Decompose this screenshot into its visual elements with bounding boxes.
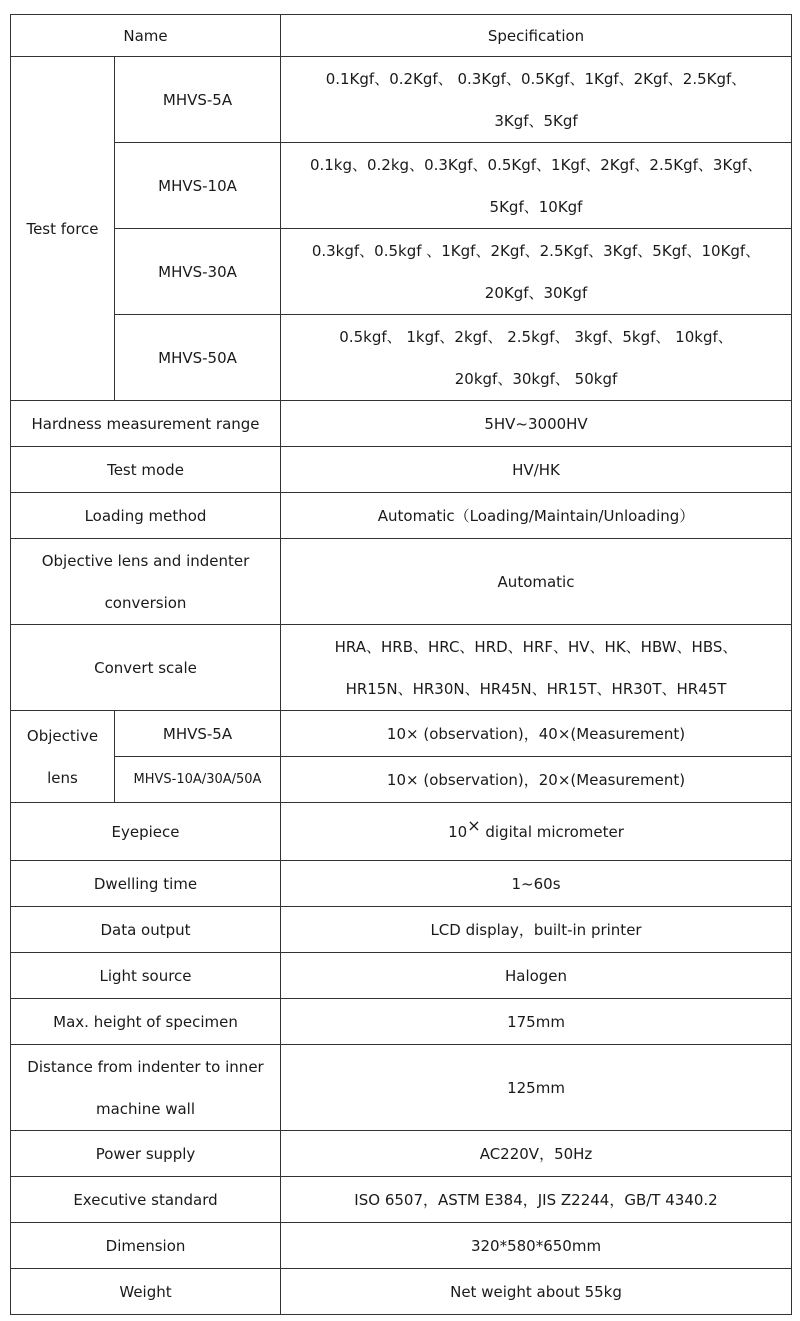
eyepiece-label: Eyepiece — [11, 803, 281, 861]
executive-standard-label: Executive standard — [11, 1177, 281, 1223]
table-row — [11, 907, 792, 953]
test-force-line: 20Kgf、30Kgf — [484, 283, 588, 302]
convert-scale-label: Convert scale — [11, 625, 281, 711]
table-row — [11, 1269, 792, 1315]
max-height-label: Max. height of specimen — [11, 999, 281, 1045]
table-row — [11, 999, 792, 1045]
objective-lens-line: Objective — [26, 726, 99, 745]
table-row — [11, 1045, 792, 1131]
test-mode-label: Test mode — [11, 447, 281, 493]
objective-conversion-value: Automatic — [281, 539, 792, 625]
test-force-label: Test force — [11, 57, 115, 401]
dwelling-time-label: Dwelling time — [11, 861, 281, 907]
test-force-line: 3Kgf、5Kgf — [494, 111, 578, 130]
table-row — [11, 57, 792, 143]
convert-scale-line: HRA、HRB、HRC、HRD、HRF、HV、HK、HBW、HBS、 — [334, 637, 738, 656]
test-force-values — [281, 143, 792, 229]
hardness-range-label: Hardness measurement range — [11, 401, 281, 447]
table-row — [11, 229, 792, 315]
table-row — [11, 625, 792, 711]
objective-lens-model: MHVS-5A — [115, 711, 281, 757]
data-output-value: LCD display，built-in printer — [281, 907, 792, 953]
table-row — [11, 539, 792, 625]
table-row — [11, 757, 792, 803]
table-row — [11, 1177, 792, 1223]
table-row — [11, 447, 792, 493]
objective-conversion-label — [11, 539, 281, 625]
objective-lens-label — [11, 711, 115, 803]
eyepiece-prefix: 10 — [448, 822, 468, 841]
distance-line: machine wall — [95, 1099, 196, 1118]
max-height-value: 175mm — [281, 999, 792, 1045]
test-force-model: MHVS-10A — [115, 143, 281, 229]
dwelling-time-value: 1~60s — [281, 861, 792, 907]
distance-label — [11, 1045, 281, 1131]
convert-scale-values — [281, 625, 792, 711]
eyepiece-sup: × — [467, 815, 481, 835]
table-row — [11, 493, 792, 539]
dimension-label: Dimension — [11, 1223, 281, 1269]
table-row — [11, 953, 792, 999]
table-row — [11, 803, 792, 861]
table-row — [11, 401, 792, 447]
eyepiece-suffix: digital micrometer — [480, 822, 624, 841]
specification-table — [10, 14, 792, 1315]
table-row — [11, 1131, 792, 1177]
objective-conversion-line: conversion — [104, 593, 187, 612]
objective-lens-model: MHVS-10A/30A/50A — [115, 757, 281, 803]
objective-conversion-line: Objective lens and indenter — [41, 551, 250, 570]
dimension-value: 320*580*650mm — [281, 1223, 792, 1269]
eyepiece-value — [281, 803, 792, 861]
header-specification: Specification — [281, 15, 792, 57]
loading-method-value: Automatic（Loading/Maintain/Unloading） — [281, 493, 792, 539]
test-force-values — [281, 229, 792, 315]
loading-method-label: Loading method — [11, 493, 281, 539]
hardness-range-value: 5HV~3000HV — [281, 401, 792, 447]
data-output-label: Data output — [11, 907, 281, 953]
objective-lens-value: 10× (observation)，40×(Measurement) — [281, 711, 792, 757]
objective-lens-value: 10× (observation)，20×(Measurement) — [281, 757, 792, 803]
test-force-line: 20kgf、30kgf、 50kgf — [454, 369, 618, 388]
distance-value: 125mm — [281, 1045, 792, 1131]
header-row — [11, 15, 792, 57]
power-supply-label: Power supply — [11, 1131, 281, 1177]
light-source-value: Halogen — [281, 953, 792, 999]
weight-value: Net weight about 55kg — [281, 1269, 792, 1315]
test-force-model: MHVS-5A — [115, 57, 281, 143]
table-row — [11, 711, 792, 757]
distance-line: Distance from indenter to inner — [27, 1057, 264, 1076]
test-force-line: 0.3kgf、0.5kgf 、1Kgf、2Kgf、2.5Kgf、3Kgf、5Kgf、10Kgf、 — [311, 241, 761, 260]
table-row — [11, 1223, 792, 1269]
test-force-line: 0.1kg、0.2kg、0.3Kgf、0.5Kgf、1Kgf、2Kgf、2.5Kgf、3Kgf、 — [309, 155, 763, 174]
test-force-values — [281, 315, 792, 401]
test-force-line: 5Kgf、10Kgf — [489, 197, 583, 216]
test-force-model: MHVS-30A — [115, 229, 281, 315]
test-force-line: 0.1Kgf、0.2Kgf、 0.3Kgf、0.5Kgf、1Kgf、2Kgf、2.5Kgf、 — [325, 69, 747, 88]
light-source-label: Light source — [11, 953, 281, 999]
table-row — [11, 143, 792, 229]
convert-scale-line: HR15N、HR30N、HR45N、HR15T、HR30T、HR45T — [345, 679, 727, 698]
test-mode-value: HV/HK — [281, 447, 792, 493]
objective-lens-line: lens — [47, 768, 78, 787]
executive-standard-value: ISO 6507，ASTM E384，JIS Z2244，GB/T 4340.2 — [281, 1177, 792, 1223]
power-supply-value: AC220V，50Hz — [281, 1131, 792, 1177]
table-row — [11, 861, 792, 907]
test-force-model: MHVS-50A — [115, 315, 281, 401]
table-row — [11, 315, 792, 401]
test-force-values — [281, 57, 792, 143]
test-force-line: 0.5kgf、 1kgf、2kgf、 2.5kgf、 3kgf、5kgf、 10kgf、 — [339, 327, 733, 346]
weight-label: Weight — [11, 1269, 281, 1315]
header-name: Name — [11, 15, 281, 57]
